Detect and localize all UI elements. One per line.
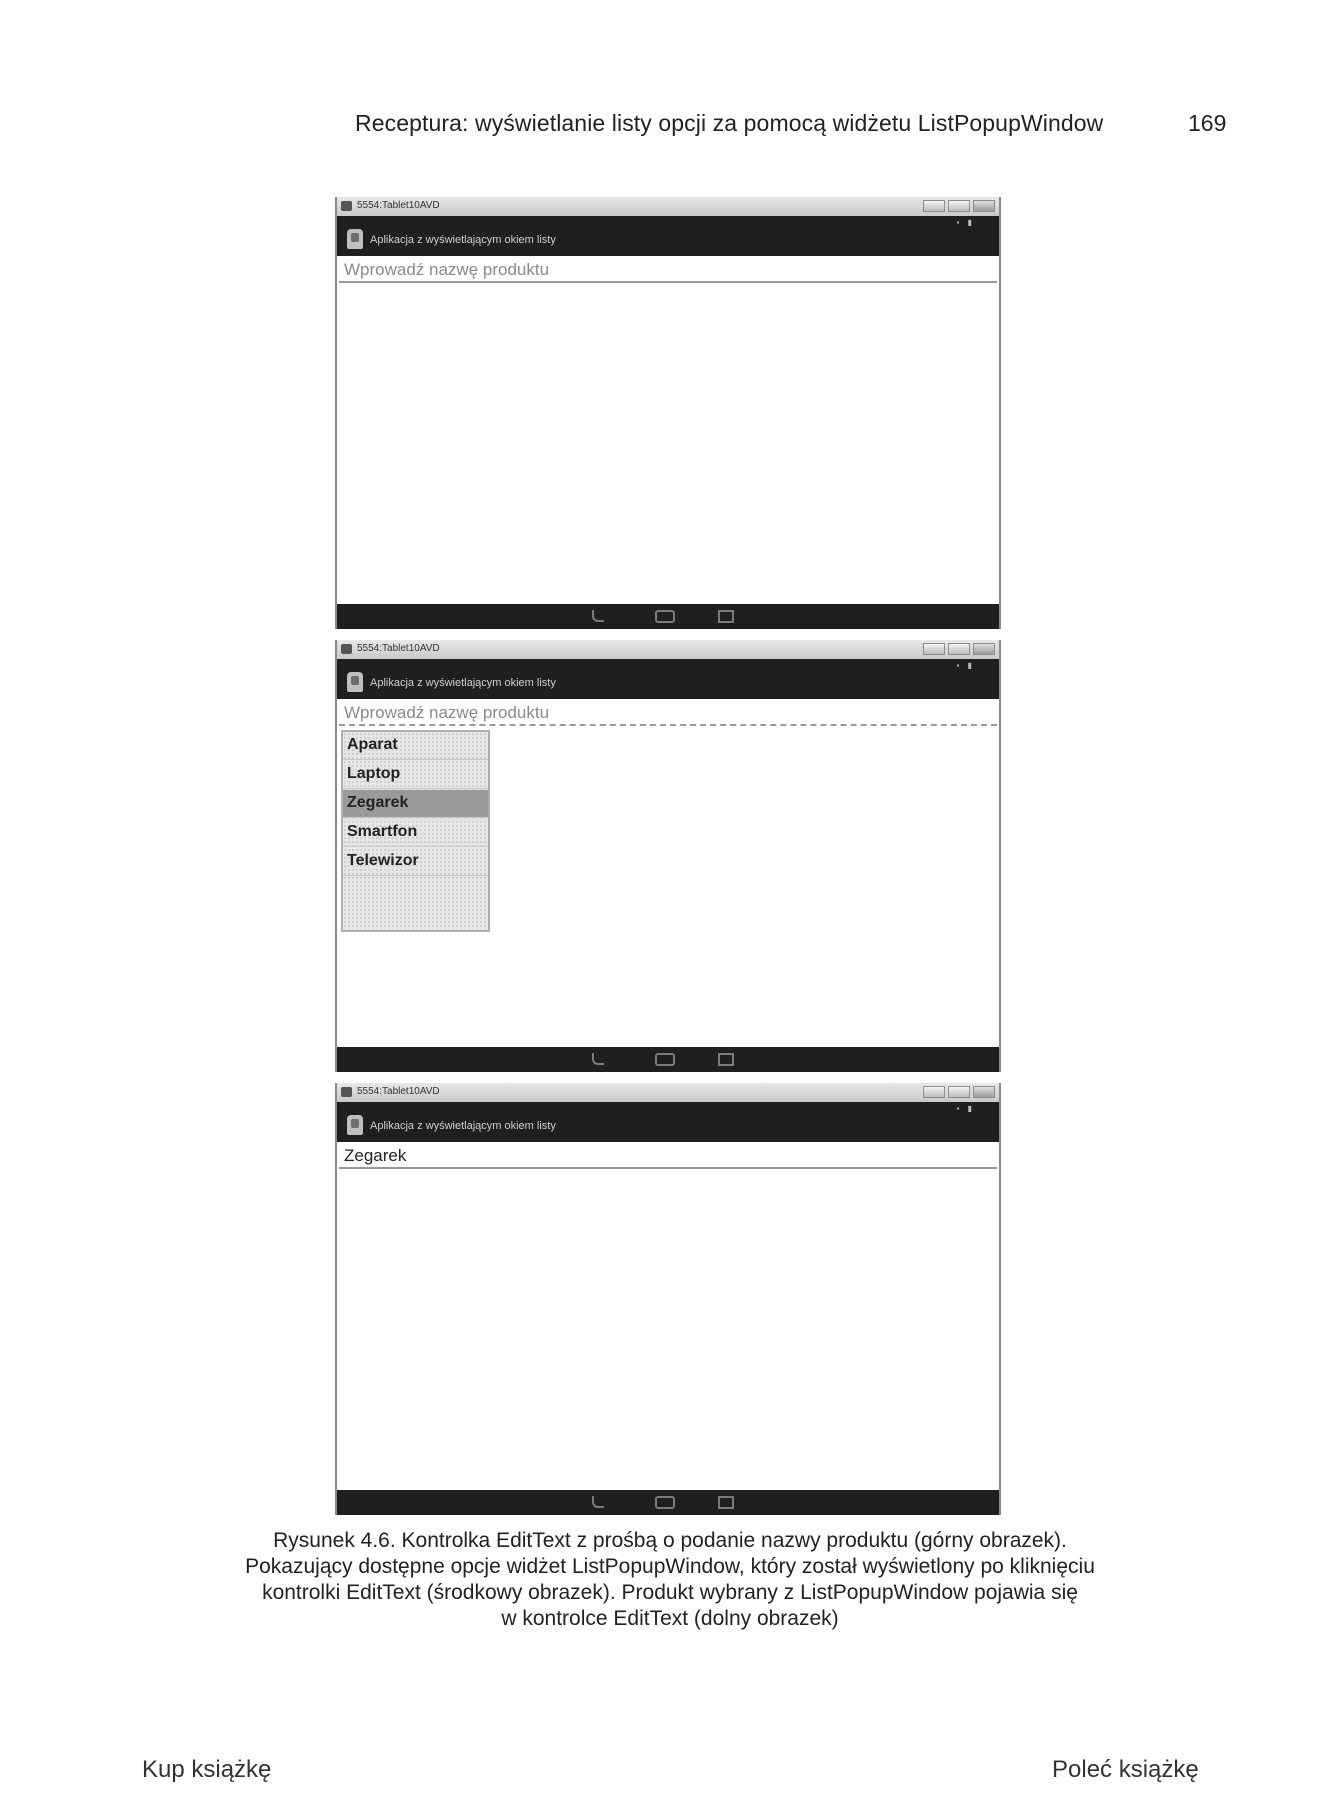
screenshot-middle bbox=[335, 640, 1001, 1072]
minimize-button[interactable] bbox=[923, 200, 945, 212]
edit-text-hint: Wprowadź nazwę produktu bbox=[344, 703, 550, 722]
app-action-bar bbox=[337, 1102, 999, 1142]
status-bar-icons: ▪ ▮ bbox=[956, 218, 975, 227]
home-icon[interactable] bbox=[655, 1053, 675, 1066]
window-title: 5554:Tablet10AVD bbox=[357, 1086, 440, 1097]
product-edit-text[interactable] bbox=[339, 701, 997, 726]
emulator-titlebar bbox=[337, 640, 999, 660]
popup-item-aparat[interactable] bbox=[343, 732, 488, 760]
app-title: Aplikacja z wyświetlającym okiem listy bbox=[370, 234, 556, 246]
app-action-bar bbox=[337, 659, 999, 699]
emulator-titlebar bbox=[337, 197, 999, 217]
popup-item-laptop[interactable] bbox=[343, 761, 488, 789]
window-icon bbox=[341, 1087, 352, 1097]
back-icon[interactable] bbox=[592, 1053, 604, 1065]
screenshot-bottom bbox=[335, 1083, 1001, 1515]
caption-line: kontrolki EditText (środkowy obrazek). Produkt wybrany z ListPopupWindow pojawia się bbox=[262, 1581, 1078, 1604]
window-icon bbox=[341, 644, 352, 654]
figure-caption bbox=[160, 1528, 1180, 1632]
caption-line: w kontrolce EditText (dolny obrazek) bbox=[501, 1607, 839, 1630]
home-icon[interactable] bbox=[655, 1496, 675, 1509]
maximize-button[interactable] bbox=[948, 1086, 970, 1098]
running-head: Receptura: wyświetlanie listy opcji za pomocą widżetu ListPopupWindow bbox=[355, 110, 1104, 136]
recent-apps-icon[interactable] bbox=[718, 1496, 734, 1509]
popup-item-label: Laptop bbox=[347, 765, 401, 782]
window-icon bbox=[341, 201, 352, 211]
recent-apps-icon[interactable] bbox=[718, 610, 734, 623]
edit-text-value: Zegarek bbox=[344, 1146, 407, 1165]
navigation-bar bbox=[337, 1490, 999, 1515]
product-edit-text[interactable] bbox=[339, 258, 997, 283]
app-action-bar bbox=[337, 216, 999, 256]
popup-item-telewizor[interactable] bbox=[343, 848, 488, 876]
window-controls bbox=[923, 1086, 995, 1098]
back-icon[interactable] bbox=[592, 610, 604, 622]
navigation-bar bbox=[337, 604, 999, 629]
caption-line: Rysunek 4.6. Kontrolka EditText z prośbą o podanie nazwy produktu (górny obrazek). bbox=[273, 1529, 1067, 1552]
popup-item-smartfon[interactable] bbox=[343, 819, 488, 847]
popup-item-zegarek[interactable] bbox=[343, 790, 488, 818]
app-title: Aplikacja z wyświetlającym okiem listy bbox=[370, 1120, 556, 1132]
maximize-button[interactable] bbox=[948, 643, 970, 655]
home-icon[interactable] bbox=[655, 610, 675, 623]
minimize-button[interactable] bbox=[923, 643, 945, 655]
recent-apps-icon[interactable] bbox=[718, 1053, 734, 1066]
status-bar-icons: ▪ ▮ bbox=[956, 661, 975, 670]
android-app-icon bbox=[347, 1115, 363, 1135]
android-app-icon bbox=[347, 672, 363, 692]
product-edit-text[interactable] bbox=[339, 1144, 997, 1169]
list-popup-window bbox=[341, 730, 490, 932]
window-controls bbox=[923, 200, 995, 212]
maximize-button[interactable] bbox=[948, 200, 970, 212]
close-button[interactable] bbox=[973, 643, 995, 655]
window-title: 5554:Tablet10AVD bbox=[357, 643, 440, 654]
buy-book-link[interactable]: Kup książkę bbox=[142, 1756, 272, 1783]
popup-item-label: Zegarek bbox=[347, 794, 409, 811]
emulator-titlebar bbox=[337, 1083, 999, 1103]
popup-item-label: Aparat bbox=[347, 736, 398, 753]
window-controls bbox=[923, 643, 995, 655]
recommend-book-link[interactable]: Poleć książkę bbox=[1052, 1756, 1199, 1783]
edit-text-hint: Wprowadź nazwę produktu bbox=[344, 260, 550, 279]
close-button[interactable] bbox=[973, 1086, 995, 1098]
page-number: 169 bbox=[1188, 110, 1227, 136]
status-bar-icons: ▪ ▮ bbox=[956, 1104, 975, 1113]
close-button[interactable] bbox=[973, 200, 995, 212]
navigation-bar bbox=[337, 1047, 999, 1072]
popup-item-label: Smartfon bbox=[347, 823, 418, 840]
app-title: Aplikacja z wyświetlającym okiem listy bbox=[370, 677, 556, 689]
screenshot-top bbox=[335, 197, 1001, 629]
back-icon[interactable] bbox=[592, 1496, 604, 1508]
popup-item-label: Telewizor bbox=[347, 852, 419, 869]
minimize-button[interactable] bbox=[923, 1086, 945, 1098]
android-app-icon bbox=[347, 229, 363, 249]
window-title: 5554:Tablet10AVD bbox=[357, 200, 440, 211]
caption-line: Pokazujący dostępne opcje widżet ListPopupWindow, który został wyświetlony po kliknięciu bbox=[245, 1555, 1095, 1578]
